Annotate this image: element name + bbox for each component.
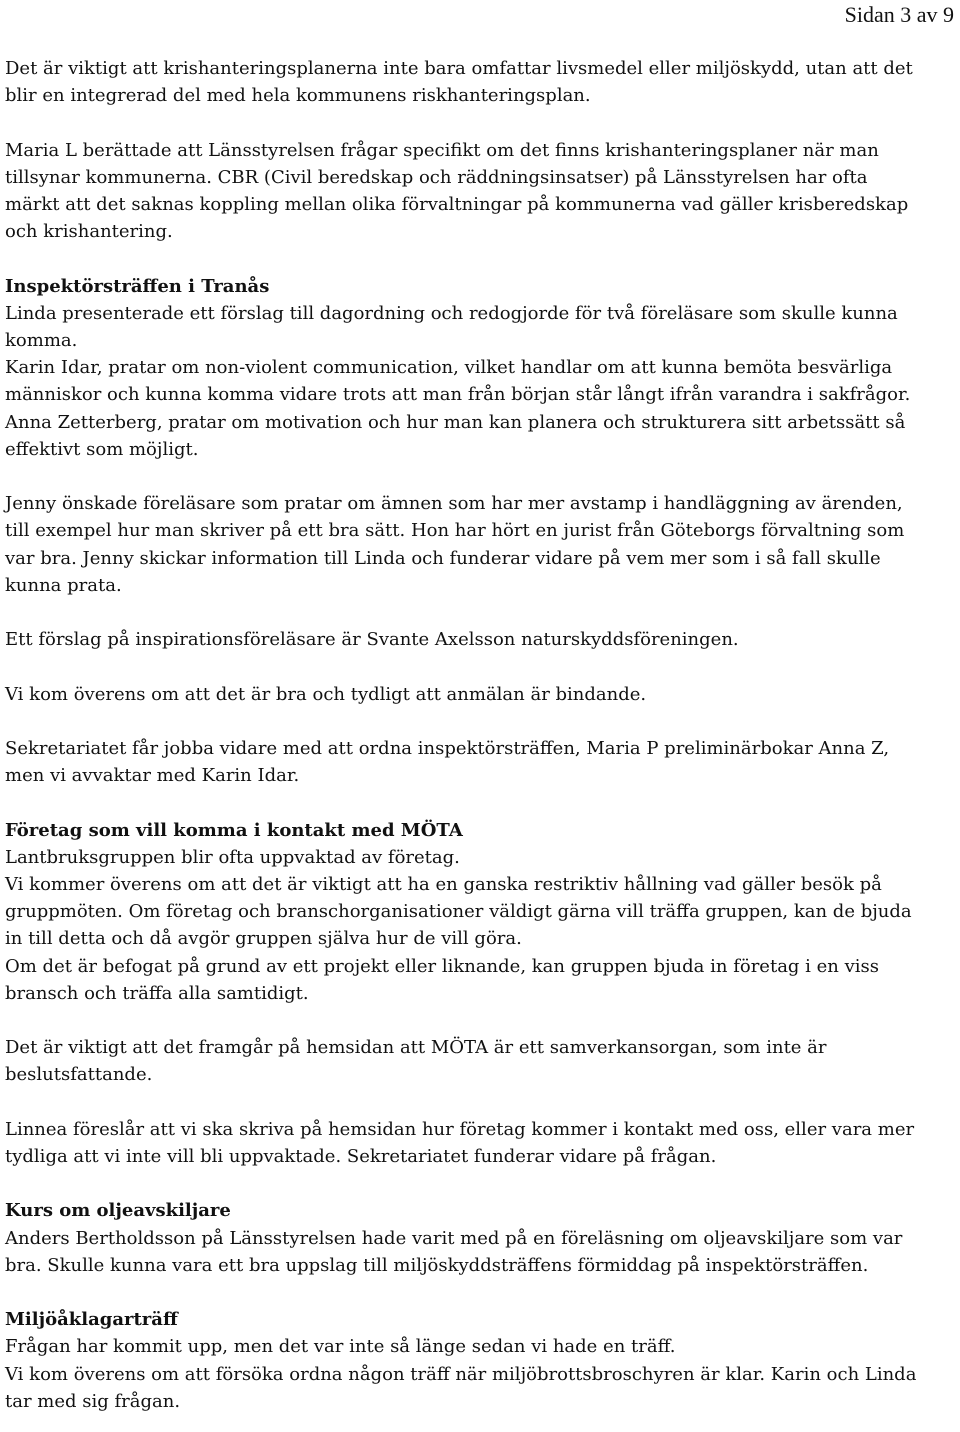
document-body: [5, 55, 925, 1415]
paragraph-hemsidan: Det är viktigt att det framgår på hemsidan att MÖTA är ett samverkansorgan, som inte är beslutsfattande.: [5, 1037, 827, 1086]
heading-foretag: Företag som vill komma i kontakt med MÖTA: [5, 819, 463, 841]
paragraph-lantbruksgruppen: Lantbruksgruppen blir ofta uppvaktad av företag.: [5, 846, 460, 868]
paragraph-jenny: Jenny önskade föreläsare som pratar om ämnen som har mer avstamp i handläggning av ärenden, till exempel hur man skriver på ett bra sätt. Hon har hört en jurist från Göteborgs förvaltning som var bra. Jenny skickar information till Linda och funderar vidare på vem mer som i så fall skulle kunna prata.: [5, 493, 905, 596]
paragraph-maria-l: Maria L berättade att Länsstyrelsen frågar specifikt om det finns krishanteringsplaner när man tillsynar kommunerna. CBR (Civil beredskap och räddningsinsatser) på Länsstyrelsen har ofta märkt att det saknas koppling mellan olika förvaltningar på kommunerna vad gäller krisberedskap och krishantering.: [5, 139, 909, 243]
paragraph-linnea: Linnea föreslår att vi ska skriva på hemsidan hur företag kommer i kontakt med oss, eller vara mer tydliga att vi inte vill bli uppvaktade. Sekretariatet funderar vidare på frågan.: [5, 1118, 915, 1167]
heading-oljeavskiljare: Kurs om oljeavskiljare: [5, 1200, 231, 1222]
paragraph-miljobrottsbroschyren: Vi kom överens om att försöka ordna någon träff när miljöbrottsbroschyren är klar. Karin och Linda tar med sig frågan.: [5, 1363, 917, 1412]
paragraph-anna-zetterberg: Anna Zetterberg, pratar om motivation och hur man kan planera och strukturera sitt arbetssätt så effektivt som möjligt.: [5, 411, 906, 460]
page-number: Sidan 3 av 9: [844, 2, 954, 27]
paragraph-krishantering-intro: Det är viktigt att krishanteringsplanerna inte bara omfattar livsmedel eller miljöskydd, utan att det blir en integrerad del med hela kommunens riskhanteringsplan.: [5, 58, 913, 107]
paragraph-sekretariatet: Sekretariatet får jobba vidare med att ordna inspektörsträffen, Maria P preliminärbokar Anna Z, men vi avvaktar med Karin Idar.: [5, 737, 890, 787]
paragraph-anders: Anders Bertholdsson på Länsstyrelsen hade varit med på en föreläsning om oljeavskiljare som var bra. Skulle kunna vara ett bra uppslag till miljöskyddsträffens förmiddag på inspektörsträffen.: [5, 1227, 903, 1276]
paragraph-svante: Ett förslag på inspirationsföreläsare är Svante Axelsson naturskyddsföreningen.: [5, 629, 739, 651]
paragraph-befogat: Om det är befogat på grund av ett projekt eller liknande, kan gruppen bjuda in företag i en viss bransch och träffa alla samtidigt.: [5, 955, 880, 1004]
paragraph-fragan: Frågan har kommit upp, men det var inte så länge sedan vi hade en träff.: [5, 1336, 676, 1358]
heading-miljoaklagartraff: Miljöåklagarträff: [5, 1309, 178, 1331]
paragraph-restriktiv: Vi kommer överens om att det är viktigt att ha en ganska restriktiv hållning vad gäller besök på gruppmöten. Om företag och branschorganisationer väldigt gärna vill träffa gruppen, kan de bjuda in till detta och då avgör gruppen själva hur de vill göra.: [5, 873, 912, 950]
paragraph-linda-dagordning: Linda presenterade ett förslag till dagordning och redogjorde för två föreläsare som skulle kunna komma.: [5, 302, 898, 351]
paragraph-anmalan: Vi kom överens om att det är bra och tydligt att anmälan är bindande.: [5, 683, 647, 705]
heading-inspektorstraffen: Inspektörsträffen i Tranås: [5, 275, 270, 297]
paragraph-karin-idar: Karin Idar, pratar om non-violent communication, vilket handlar om att kunna bemöta besvärliga människor och kunna komma vidare trots att man från början står långt ifrån varandra i sakfrågor.: [5, 357, 911, 406]
